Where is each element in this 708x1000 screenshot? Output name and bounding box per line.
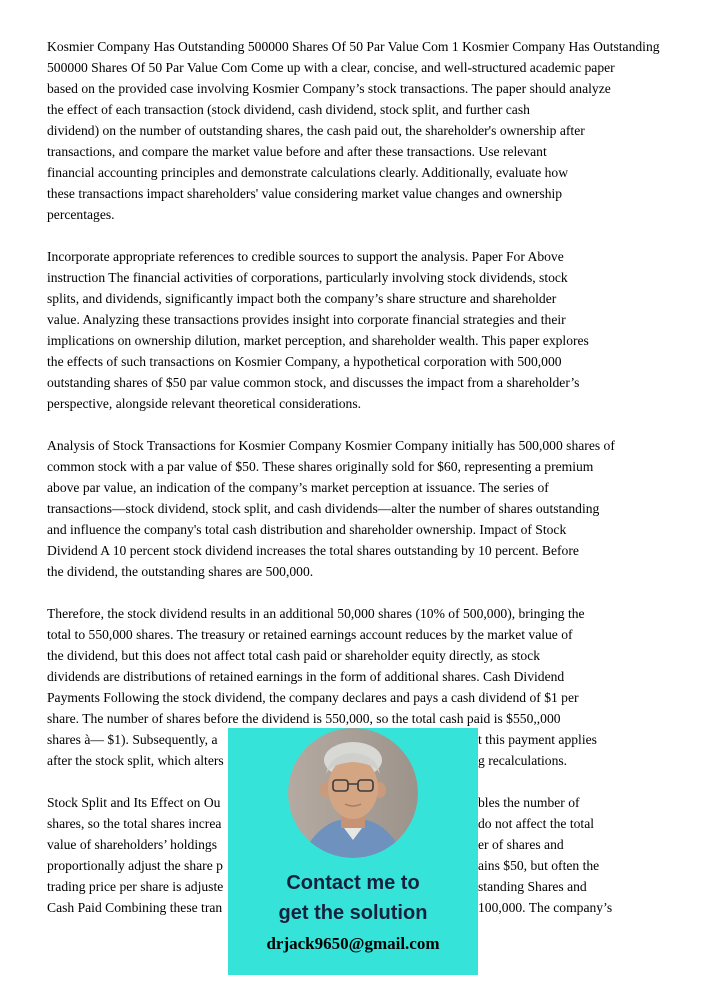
text-fragment: standing Shares and	[478, 879, 587, 894]
text-fragment: transactions, and compare the market value before and after these transactions. Use relevant	[47, 144, 547, 159]
text-line	[47, 99, 697, 120]
text-line	[47, 78, 697, 99]
text-line	[47, 246, 697, 267]
text-fragment: shares à— $1). Subsequently, a	[47, 732, 218, 747]
text-fragment: the effect of each transaction (stock dividend, cash dividend, stock split, and further cash	[47, 102, 530, 117]
text-line	[47, 183, 697, 204]
text-fragment: Incorporate appropriate references to credible sources to support the analysis. Paper For Above	[47, 249, 564, 264]
text-line	[47, 57, 697, 78]
paragraph	[47, 435, 697, 582]
text-line	[47, 645, 697, 666]
text-fragment: implications on ownership dilution, market perception, and shareholder wealth. This paper explores	[47, 333, 589, 348]
text-line	[47, 36, 697, 57]
contact-photo	[288, 728, 418, 858]
ad-heading-line2: get the solution	[278, 902, 428, 924]
text-fragment: total to 550,000 shares. The treasury or retained earnings account reduces by the market value of	[47, 627, 573, 642]
text-fragment: Payments Following the stock dividend, the company declares and pays a cash dividend of $1 per	[47, 690, 579, 705]
text-fragment: proportionally adjust the share p	[47, 858, 223, 873]
text-line	[47, 477, 697, 498]
text-fragment: based on the provided case involving Kosmier Company’s stock transactions. The paper should analyze	[47, 81, 611, 96]
text-line	[47, 162, 697, 183]
text-fragment: Analysis of Stock Transactions for Kosmier Company Kosmier Company initially has 500,000 shares of	[47, 438, 615, 453]
text-fragment: and influence the company's total cash distribution and shareholder ownership. Impact of Stock	[47, 522, 567, 537]
text-fragment: transactions—stock dividend, stock split, and cash dividends—alter the number of shares outstanding	[47, 501, 600, 516]
text-fragment: the dividend, but this does not affect total cash paid or shareholder equity directly, as stock	[47, 648, 541, 663]
text-fragment: splits, and dividends, significantly impact both the company’s share structure and shareholder	[47, 291, 557, 306]
text-fragment: the dividend, the outstanding shares are 500,000.	[47, 564, 314, 579]
text-fragment: common stock with a par value of $50. These shares originally sold for $60, representing a premium	[47, 459, 594, 474]
text-fragment: bles the number of	[478, 795, 580, 810]
text-fragment: after the stock split, which alters	[47, 753, 224, 768]
solution-ad-overlay	[228, 728, 478, 975]
text-fragment: 100,000. The company’s	[478, 900, 613, 915]
text-line	[47, 519, 697, 540]
text-fragment: shares, so the total shares increa	[47, 816, 222, 831]
text-fragment: value. Analyzing these transactions provides insight into corporate financial strategies and their	[47, 312, 566, 327]
text-fragment: value of shareholders’ holdings	[47, 837, 218, 852]
ad-heading	[228, 868, 478, 928]
text-fragment: the effects of such transactions on Kosmier Company, a hypothetical corporation with 500,000	[47, 354, 562, 369]
man-portrait-icon	[288, 728, 418, 858]
text-fragment: Stock Split and Its Effect on Ou	[47, 795, 221, 810]
text-fragment: Therefore, the stock dividend results in an additional 50,000 shares (10% of 500,000), bringing the	[47, 606, 585, 621]
text-fragment: instruction The financial activities of corporations, particularly involving stock dividends, stock	[47, 270, 568, 285]
text-fragment: 500000 Shares Of 50 Par Value Com Come up with a clear, concise, and well-structured academic paper	[47, 60, 615, 75]
text-fragment: trading price per share is adjuste	[47, 879, 224, 894]
text-fragment: share. The number of shares before the dividend is 550,000, so the total cash paid is $550,,000	[47, 711, 561, 726]
text-line	[47, 561, 697, 582]
text-line	[47, 624, 697, 645]
text-line	[47, 120, 697, 141]
text-fragment: percentages.	[47, 207, 115, 222]
ad-heading-line1: Contact me to	[286, 872, 420, 894]
text-line	[47, 603, 697, 624]
text-line	[47, 330, 697, 351]
text-fragment: er of shares and	[478, 837, 564, 852]
ad-email: drjack9650@gmail.com	[266, 934, 440, 953]
text-line	[47, 309, 697, 330]
text-fragment: do not affect the total	[478, 816, 595, 831]
text-line	[47, 372, 697, 393]
text-line	[47, 498, 697, 519]
text-line	[47, 141, 697, 162]
text-line	[47, 267, 697, 288]
text-fragment: g recalculations.	[478, 753, 568, 768]
paragraph	[47, 246, 697, 414]
text-line	[47, 666, 697, 687]
text-fragment: dividend) on the number of outstanding shares, the cash paid out, the shareholder's ownership after	[47, 123, 585, 138]
text-fragment: Dividend A 10 percent stock dividend increases the total shares outstanding by 10 percent. Before	[47, 543, 579, 558]
text-line	[47, 351, 697, 372]
text-fragment: these transactions impact shareholders' value considering market value changes and ownership	[47, 186, 563, 201]
text-fragment: financial accounting principles and demonstrate calculations clearly. Additionally, evaluate how	[47, 165, 569, 180]
text-line	[47, 393, 697, 414]
text-line	[47, 435, 697, 456]
text-line	[47, 288, 697, 309]
text-fragment: dividends are distributions of retained earnings in the form of additional shares. Cash Dividend	[47, 669, 565, 684]
text-fragment: Kosmier Company Has Outstanding 500000 Shares Of 50 Par Value Com 1 Kosmier Company Has Outstanding	[47, 39, 660, 54]
text-line	[47, 687, 697, 708]
text-fragment: above par value, an indication of the company’s market perception at issuance. The series of	[47, 480, 549, 495]
text-line	[47, 708, 697, 729]
paragraph	[47, 36, 697, 225]
text-fragment: Cash Paid Combining these tran	[47, 900, 223, 915]
text-line	[47, 456, 697, 477]
text-fragment: t this payment applies	[478, 732, 597, 747]
text-fragment: outstanding shares of $50 par value common stock, and discusses the impact from a shareholder’s	[47, 375, 580, 390]
text-fragment: ains $50, but often the	[478, 858, 600, 873]
text-line	[47, 204, 697, 225]
text-line	[47, 540, 697, 561]
text-fragment: perspective, alongside relevant theoretical considerations.	[47, 396, 362, 411]
